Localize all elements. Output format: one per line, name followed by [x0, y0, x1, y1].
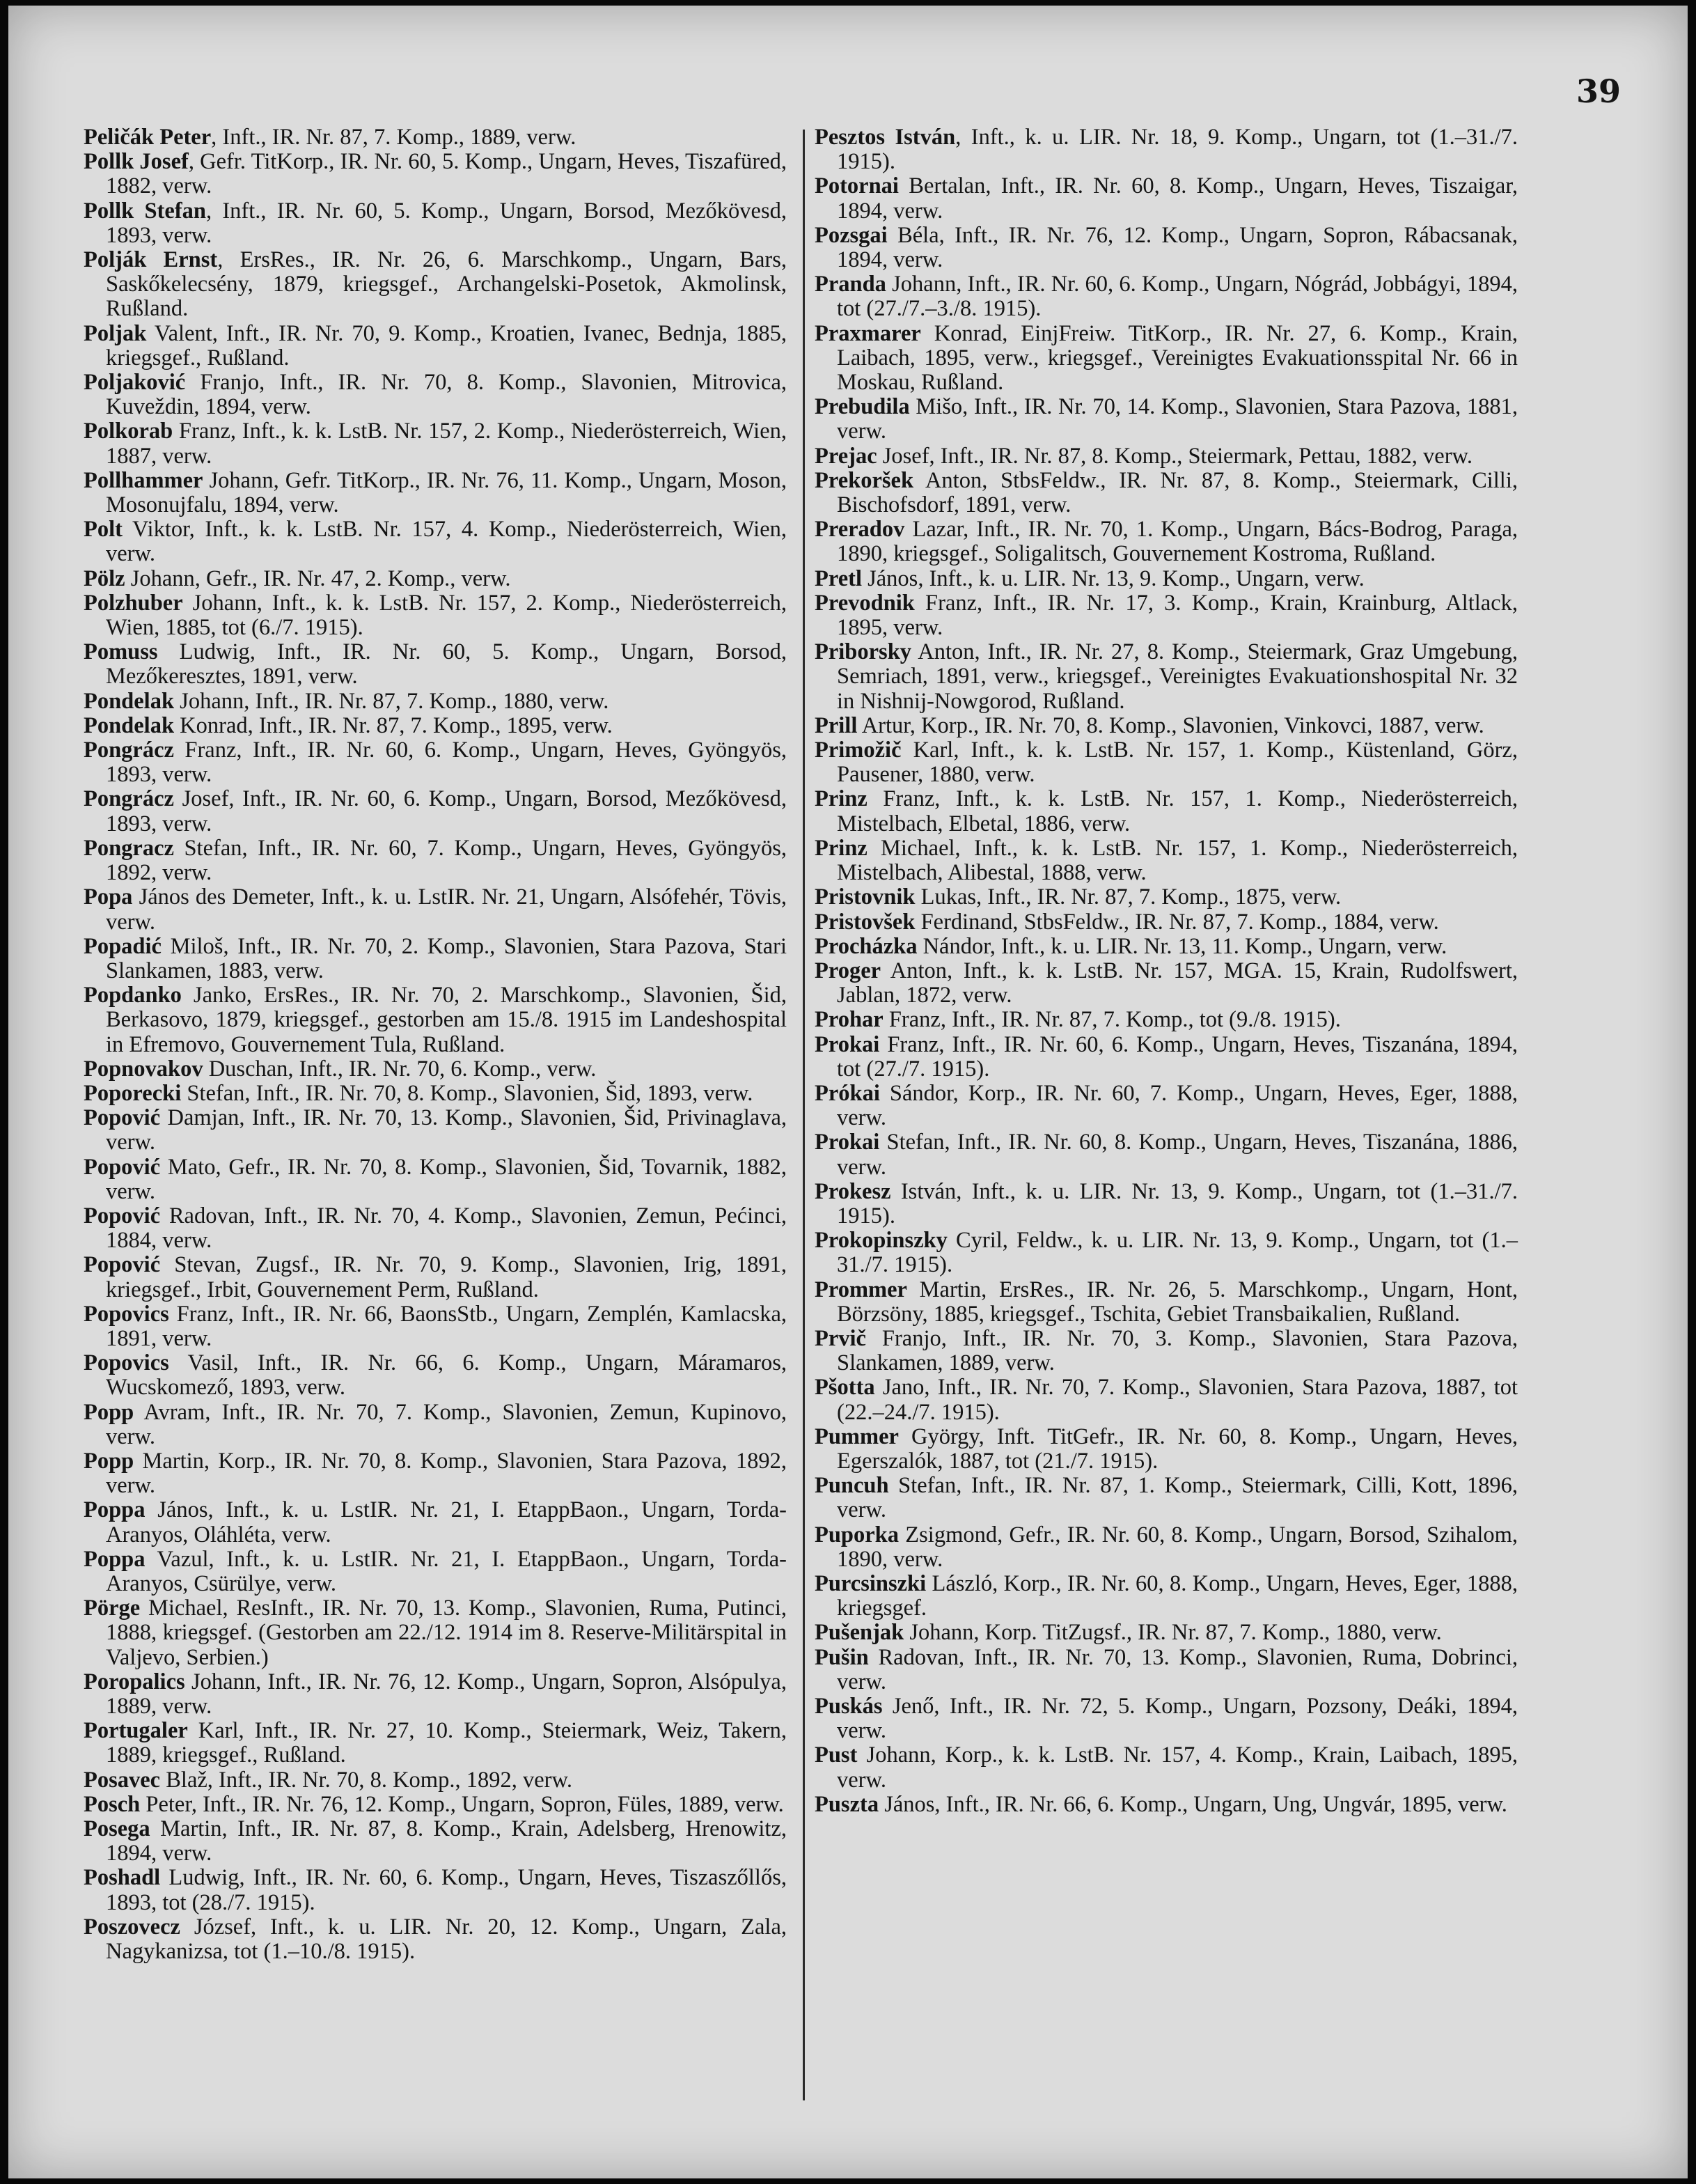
register-entry [815, 1793, 1518, 1817]
entry-surname: Pušenjak [815, 1620, 904, 1646]
entry-surname: Prokai [815, 1031, 880, 1057]
entry-surname: Poppa [84, 1497, 146, 1523]
register-entry [84, 1817, 787, 1866]
register-entry [815, 935, 1518, 959]
register-entry [84, 836, 787, 885]
entry-details: Duschan, Inft., IR. Nr. 70, 6. Komp., verw. [203, 1056, 597, 1082]
entry-details: Artur, Korp., IR. Nr. 70, 8. Komp., Slavonien, Vinkovci, 1887, verw. [857, 712, 1484, 738]
register-entry [815, 174, 1518, 223]
entry-details: Johann, Gefr. TitKorp., IR. Nr. 76, 11. Komp., Ungarn, Moson, Mosonujfalu, 1894, verw. [106, 467, 787, 518]
register-entry [84, 1670, 787, 1719]
entry-details: Franjo, Inft., IR. Nr. 70, 8. Komp., Slavonien, Mitrovica, Kuveždin, 1894, verw. [106, 370, 787, 420]
entry-surname: Priborsky [815, 639, 912, 665]
register-entry [84, 1082, 787, 1106]
register-entry [815, 1375, 1518, 1424]
register-entry [84, 640, 787, 689]
entry-details: Valent, Inft., IR. Nr. 70, 9. Komp., Kroatien, Ivanec, Bednja, 1885, kriegsgef., Rußland. [106, 320, 787, 370]
entry-surname: Pesztos István [815, 125, 956, 150]
register-entry [84, 935, 787, 983]
entry-surname: Purcsinszki [815, 1570, 927, 1596]
entry-surname: Popović [84, 1154, 161, 1180]
register-entry [84, 714, 787, 738]
register-entry [815, 444, 1518, 469]
entry-surname: Potornai [815, 173, 899, 199]
entry-details: Ferdinand, StbsFeldw., IR. Nr. 87, 7. Komp., 1884, verw. [915, 909, 1439, 935]
register-entry [815, 1523, 1518, 1572]
entry-surname: Pranda [815, 272, 886, 297]
entry-surname: Prill [815, 712, 858, 738]
entry-details: Zsigmond, Gefr., IR. Nr. 60, 8. Komp., Ungarn, Borsod, Szihalom, 1890, verw. [837, 1522, 1518, 1572]
entry-details: Franz, Inft., IR. Nr. 60, 6. Komp., Ungarn, Heves, Tiszanána, 1894, tot (27./7. 1915). [837, 1031, 1518, 1082]
entry-details: Martin, Korp., IR. Nr. 70, 8. Komp., Slavonien, Stara Pazova, 1892, verw. [106, 1448, 787, 1499]
entry-surname: Pörge [84, 1596, 141, 1621]
register-entry [815, 1425, 1518, 1474]
entry-surname: Poppa [84, 1546, 146, 1572]
entry-details: Johann, Gefr., IR. Nr. 47, 2. Komp., verw. [125, 566, 511, 591]
entry-surname: Pongrácz [84, 738, 174, 763]
left-column [84, 125, 787, 1964]
entry-surname: Puporka [815, 1522, 900, 1547]
register-entry [815, 1694, 1518, 1743]
register-entry [84, 1915, 787, 1964]
entry-surname: Prvič [815, 1325, 866, 1351]
entry-details: Radovan, Inft., IR. Nr. 70, 4. Komp., Slavonien, Zemun, Pećinci, 1884, verw. [106, 1203, 787, 1254]
entry-details: Stevan, Zugsf., IR. Nr. 70, 9. Komp., Slavonien, Irig, 1891, kriegsgef., Irbit, Gouvernement Perm, Rußland. [106, 1252, 787, 1302]
entry-details: Stefan, Inft., IR. Nr. 70, 8. Komp., Slavonien, Šid, 1893, verw. [181, 1080, 753, 1106]
register-entry [84, 1106, 787, 1155]
entry-surname: Popadić [84, 933, 162, 959]
register-entry [815, 1743, 1518, 1792]
entry-details: Janko, ErsRes., IR. Nr. 70, 2. Marschkomp., Slavonien, Šid, Berkasovo, 1879, kriegsgef., gestorben am 15./8. 1915 im Landeshospital in Efremovo, Gouvernement Tula, Rußland. [106, 983, 787, 1057]
entry-details: Martin, ErsRes., IR. Nr. 26, 5. Marschkomp., Ungarn, Hont, Börzsöny, 1885, kriegsgef., Tschita, Gebiet Transbaikalien, Rußland. [837, 1277, 1518, 1327]
entry-details: Miloš, Inft., IR. Nr. 70, 2. Komp., Slavonien, Stara Pazova, Stari Slankamen, 1883, verw. [106, 933, 787, 983]
entry-details: Avram, Inft., IR. Nr. 70, 7. Komp., Slavonien, Zemun, Kupinovo, verw. [106, 1399, 787, 1449]
entry-surname: Poszovecz [84, 1914, 180, 1940]
entry-surname: Pongrácz [84, 786, 174, 812]
register-entry [84, 125, 787, 150]
entry-surname: Poljaković [84, 370, 186, 396]
entry-surname: Popp [84, 1448, 134, 1474]
entry-details: Viktor, Inft., k. k. LstB. Nr. 157, 4. Komp., Niederösterreich, Wien, verw. [106, 517, 787, 567]
entry-surname: Prejac [815, 443, 877, 469]
entry-details: Peter, Inft., IR. Nr. 76, 12. Komp., Ungarn, Sopron, Füles, 1889, verw. [140, 1791, 784, 1817]
entry-details: János des Demeter, Inft., k. u. LstIR. Nr. 21, Ungarn, Alsófehér, Tövis, verw. [106, 884, 787, 935]
entry-surname: Popović [84, 1105, 161, 1131]
register-entry [84, 419, 787, 468]
entry-surname: Procházka [815, 933, 918, 959]
entry-details: Radovan, Inft., IR. Nr. 70, 13. Komp., Slavonien, Ruma, Dobrinci, verw. [837, 1644, 1518, 1694]
entry-details: Anton, Inft., k. k. LstB. Nr. 157, MGA. 15, Krain, Rudolfswert, Jablan, 1872, verw. [837, 958, 1518, 1008]
entry-surname: Popdanko [84, 983, 182, 1008]
entry-details: János, Inft., IR. Nr. 66, 6. Komp., Ungarn, Ung, Ungvár, 1895, verw. [879, 1791, 1507, 1817]
register-entry [815, 1327, 1518, 1375]
register-entry [84, 517, 787, 566]
register-entry [84, 1768, 787, 1793]
register-entry [84, 1793, 787, 1817]
entry-surname: Prinz [815, 786, 867, 812]
entry-surname: Popovics [84, 1350, 169, 1376]
register-entry [84, 1351, 787, 1400]
register-entry [815, 272, 1518, 321]
entry-surname: Pomuss [84, 639, 158, 665]
entry-surname: Posavec [84, 1767, 161, 1793]
entry-details: Johann, Korp. TitZugsf., IR. Nr. 87, 7. Komp., 1880, verw. [904, 1620, 1442, 1646]
entry-details: Johann, Inft., IR. Nr. 87, 7. Komp., 1880, verw. [174, 688, 609, 714]
entry-details: Ludwig, Inft., IR. Nr. 60, 6. Komp., Ungarn, Heves, Tiszaszőllős, 1893, tot (28./7. 1915). [106, 1865, 787, 1915]
entry-surname: Popnovakov [84, 1056, 203, 1082]
register-entry [84, 1719, 787, 1768]
entry-details: Blaž, Inft., IR. Nr. 70, 8. Komp., 1892, verw. [160, 1767, 572, 1793]
entry-details: Josef, Inft., IR. Nr. 87, 8. Komp., Steiermark, Pettau, 1882, verw. [877, 443, 1473, 469]
entry-surname: Prokai [815, 1130, 880, 1155]
entry-details: Sándor, Korp., IR. Nr. 60, 7. Komp., Ungarn, Heves, Eger, 1888, verw. [837, 1080, 1518, 1131]
entry-surname: Prevodnik [815, 590, 915, 616]
register-entry [84, 1866, 787, 1914]
entry-details: Cyril, Feldw., k. u. LIR. Nr. 13, 9. Komp., Ungarn, tot (1.–31./7. 1915). [837, 1228, 1518, 1278]
entry-details: Béla, Inft., IR. Nr. 76, 12. Komp., Ungarn, Sopron, Rábacsanak, 1894, verw. [837, 222, 1518, 273]
entry-surname: Pust [815, 1742, 858, 1768]
entry-surname: Puszta [815, 1791, 879, 1817]
entry-details: Franz, Inft., k. k. LstB. Nr. 157, 1. Komp., Niederösterreich, Mistelbach, Elbetal, 1886, verw. [837, 786, 1518, 836]
entry-surname: Pummer [815, 1424, 899, 1449]
entry-details: Franz, Inft., IR. Nr. 66, BaonsStb., Ungarn, Zemplén, Kamlacska, 1891, verw. [106, 1301, 787, 1351]
entry-details: Anton, StbsFeldw., IR. Nr. 87, 8. Komp., Steiermark, Cilli, Bischofsdorf, 1891, verw. [837, 467, 1518, 518]
register-entry [84, 983, 787, 1057]
entry-details: Franz, Inft., IR. Nr. 60, 6. Komp., Ungarn, Heves, Gyöngyös, 1893, verw. [106, 738, 787, 788]
entry-surname: Popa [84, 884, 133, 910]
register-entry [815, 1008, 1518, 1032]
register-entry [815, 1278, 1518, 1327]
register-entry [815, 1572, 1518, 1621]
entry-details: Josef, Inft., IR. Nr. 60, 6. Komp., Ungarn, Borsod, Mezőkövesd, 1893, verw. [106, 786, 787, 836]
entry-details: , Inft., IR. Nr. 87, 7. Komp., 1889, verw. [211, 125, 576, 150]
entry-surname: Puskás [815, 1694, 883, 1719]
register-entry [815, 640, 1518, 714]
register-entry [84, 689, 787, 714]
entry-surname: Polt [84, 517, 123, 543]
register-entry [815, 959, 1518, 1008]
register-entry [815, 1130, 1518, 1179]
register-entry [815, 469, 1518, 517]
entry-details: Anton, Inft., IR. Nr. 27, 8. Komp., Steiermark, Graz Umgebung, Semriach, 1891, verw., kriegsgef., Vereinigtes Evakuationshospital Nr. 32 in Nishnij-Nowgorod, Rußland. [837, 639, 1518, 714]
register-entry [815, 395, 1518, 444]
register-entry [84, 567, 787, 591]
entry-surname: Popović [84, 1252, 161, 1278]
register-entry [815, 1646, 1518, 1694]
entry-surname: Peličák Peter [84, 125, 212, 150]
register-entry [815, 787, 1518, 836]
entry-surname: Prommer [815, 1277, 907, 1302]
entry-details: Michael, ResInft., IR. Nr. 70, 13. Komp., Slavonien, Ruma, Putinci, 1888, kriegsgef. (Gestorben am 22./12. 1914 im 8. Reserve-Militärspital in Valjevo, Serbien.) [106, 1596, 787, 1670]
entry-details: Karl, Inft., k. k. LstB. Nr. 157, 1. Komp., Küstenland, Görz, Pausener, 1880, verw. [837, 738, 1518, 788]
entry-surname: Pozsgai [815, 222, 888, 248]
register-entry [84, 885, 787, 934]
entry-surname: Popovics [84, 1301, 169, 1327]
register-entry [84, 1302, 787, 1351]
entry-surname: Pondelak [84, 688, 175, 714]
register-entry [815, 1033, 1518, 1082]
entry-surname: Prinz [815, 835, 867, 861]
entry-surname: Posega [84, 1816, 150, 1842]
entry-details: Ludwig, Inft., IR. Nr. 60, 5. Komp., Ungarn, Borsod, Mezőkeresztes, 1891, verw. [106, 639, 787, 689]
right-column [815, 125, 1518, 1817]
entry-details: Franz, Inft., IR. Nr. 87, 7. Komp., tot (9./8. 1915). [883, 1007, 1341, 1033]
entry-surname: Pondelak [84, 712, 175, 738]
entry-surname: Prekoršek [815, 467, 914, 493]
entry-surname: Posch [84, 1791, 141, 1817]
entry-details: Vasil, Inft., IR. Nr. 66, 6. Komp., Ungarn, Máramaros, Wucskomező, 1893, verw. [106, 1350, 787, 1401]
entry-details: Lazar, Inft., IR. Nr. 70, 1. Komp., Ungarn, Bács-Bodrog, Paraga, 1890, kriegsgef., Soligalitsch, Gouvernement Kostroma, Rußland. [837, 517, 1518, 567]
entry-surname: Pollhammer [84, 467, 203, 493]
entry-surname: Poropalics [84, 1669, 185, 1694]
register-entry [84, 1204, 787, 1253]
register-entry [84, 1498, 787, 1547]
entry-details: Martin, Inft., IR. Nr. 87, 8. Komp., Krain, Adelsberg, Hrenowitz, 1894, verw. [106, 1816, 787, 1866]
entry-surname: Pretl [815, 566, 862, 591]
register-entry [815, 910, 1518, 935]
entry-surname: Pölz [84, 566, 125, 591]
register-entry [815, 1474, 1518, 1522]
register-entry [84, 1253, 787, 1302]
entry-surname: Poljak [84, 320, 147, 346]
entry-surname: Poporecki [84, 1080, 182, 1106]
page-number: 39 [1576, 72, 1621, 110]
column-divider [803, 130, 805, 2100]
register-entry [815, 1180, 1518, 1228]
entry-surname: Prókai [815, 1080, 880, 1106]
entry-surname: Praxmarer [815, 320, 921, 346]
entry-details: Damjan, Inft., IR. Nr. 70, 13. Komp., Slavonien, Šid, Privinaglava, verw. [106, 1105, 787, 1155]
entry-details: Michael, Inft., k. k. LstB. Nr. 157, 1. Komp., Niederösterreich, Mistelbach, Alibestal, 1888, verw. [837, 835, 1518, 886]
register-entry [815, 1228, 1518, 1277]
entry-details: Karl, Inft., IR. Nr. 27, 10. Komp., Steiermark, Weiz, Takern, 1889, kriegsgef., Rußland. [106, 1718, 787, 1768]
register-entry [84, 248, 787, 322]
register-entry [84, 322, 787, 370]
register-entry [815, 224, 1518, 272]
register-entry [84, 1401, 787, 1449]
entry-details: , Gefr. TitKorp., IR. Nr. 60, 5. Komp., Ungarn, Heves, Tiszafüred, 1882, verw. [106, 149, 787, 199]
entry-details: József, Inft., k. u. LIR. Nr. 20, 12. Komp., Ungarn, Zala, Nagykanizsa, tot (1.–10./8. 1915). [106, 1914, 787, 1965]
entry-details: Vazul, Inft., k. u. LstIR. Nr. 21, I. EtappBaon., Ungarn, Torda-Aranyos, Csürülye, verw. [106, 1546, 787, 1596]
entry-details: Franz, Inft., IR. Nr. 17, 3. Komp., Krain, Krainburg, Altlack, 1895, verw. [837, 590, 1518, 641]
entry-details: , Inft., IR. Nr. 60, 5. Komp., Ungarn, Borsod, Mezőkövesd, 1893, verw. [106, 198, 787, 248]
entry-surname: Puncuh [815, 1473, 889, 1499]
entry-surname: Polják Ernst [84, 247, 218, 273]
entry-surname: Prebudila [815, 394, 910, 420]
entry-surname: Prohar [815, 1007, 884, 1033]
entry-details: János, Inft., k. u. LIR. Nr. 13, 9. Komp., Ungarn, verw. [861, 566, 1365, 591]
register-entry [815, 714, 1518, 738]
entry-surname: Preradov [815, 517, 905, 543]
entry-surname: Pristovšek [815, 909, 916, 935]
register-entry [815, 517, 1518, 566]
register-entry [84, 787, 787, 836]
register-entry [84, 370, 787, 419]
entry-surname: Prokopinszky [815, 1228, 948, 1254]
register-entry [84, 469, 787, 517]
entry-surname: Polzhuber [84, 590, 183, 616]
register-entry [815, 1082, 1518, 1130]
register-entry [84, 199, 787, 248]
entry-details: László, Korp., IR. Nr. 60, 8. Komp., Ungarn, Heves, Eger, 1888, kriegsgef. [837, 1570, 1518, 1621]
entry-details: Franz, Inft., k. k. LstB. Nr. 157, 2. Komp., Niederösterreich, Wien, 1887, verw. [106, 419, 787, 469]
entry-details: , Inft., k. u. LIR. Nr. 18, 9. Komp., Ungarn, tot (1.–31./7. 1915). [837, 125, 1518, 175]
entry-details: Johann, Inft., k. k. LstB. Nr. 157, 2. Komp., Niederösterreich, Wien, 1885, tot (6./7. 1915). [106, 590, 787, 641]
entry-details: Johann, Korp., k. k. LstB. Nr. 157, 4. Komp., Krain, Laibach, 1895, verw. [837, 1742, 1518, 1793]
entry-surname: Popp [84, 1399, 134, 1425]
register-entry [815, 322, 1518, 396]
entry-details: Stefan, Inft., IR. Nr. 60, 7. Komp., Ungarn, Heves, Gyöngyös, 1892, verw. [106, 835, 787, 886]
register-entry [815, 125, 1518, 174]
register-entry [84, 1057, 787, 1082]
register-entry [84, 738, 787, 787]
entry-surname: Portugaler [84, 1718, 188, 1744]
entry-details: György, Inft. TitGefr., IR. Nr. 60, 8. Komp., Ungarn, Heves, Egerszalók, 1887, tot (21./7. 1915). [837, 1424, 1518, 1474]
register-entry [815, 738, 1518, 787]
entry-surname: Poshadl [84, 1865, 161, 1891]
register-entry [84, 1155, 787, 1204]
entry-details: Nándor, Inft., k. u. LIR. Nr. 13, 11. Komp., Ungarn, verw. [917, 933, 1447, 959]
register-entry [815, 567, 1518, 591]
entry-details: Johann, Inft., IR. Nr. 60, 6. Komp., Ungarn, Nógrád, Jobbágyi, 1894, tot (27./7.–3./8. 1915). [837, 272, 1518, 322]
register-entry [84, 1449, 787, 1498]
register-entry [84, 150, 787, 198]
entry-surname: Proger [815, 958, 881, 983]
entry-details: Konrad, EinjFreiw. TitKorp., IR. Nr. 27, 6. Komp., Krain, Laibach, 1895, verw., kriegsgef., Vereinigtes Evakuationsspital Nr. 66 in Moskau, Rußland. [837, 320, 1518, 396]
entry-surname: Pongracz [84, 835, 174, 861]
entry-details: Mato, Gefr., IR. Nr. 70, 8. Komp., Slavonien, Šid, Tovarnik, 1882, verw. [106, 1154, 787, 1204]
register-entry [815, 885, 1518, 910]
entry-surname: Pristovnik [815, 884, 916, 910]
register-entry [815, 1621, 1518, 1645]
register-entry [84, 1547, 787, 1596]
entry-details: Lukas, Inft., IR. Nr. 87, 7. Komp., 1875, verw. [915, 884, 1342, 910]
entry-details: Stefan, Inft., IR. Nr. 60, 8. Komp., Ungarn, Heves, Tiszanána, 1886, verw. [837, 1130, 1518, 1180]
entry-surname: Pollk Josef [84, 149, 189, 175]
entry-details: István, Inft., k. u. LIR. Nr. 13, 9. Komp., Ungarn, tot (1.–31./7. 1915). [837, 1178, 1518, 1228]
entry-details: Stefan, Inft., IR. Nr. 87, 1. Komp., Steiermark, Cilli, Kott, 1896, verw. [837, 1473, 1518, 1523]
entry-details: János, Inft., k. u. LstIR. Nr. 21, I. EtappBaon., Ungarn, Torda-Aranyos, Oláhléta, verw. [106, 1497, 787, 1547]
entry-details: Mišo, Inft., IR. Nr. 70, 14. Komp., Slavonien, Stara Pazova, 1881, verw. [837, 394, 1518, 444]
entry-surname: Popović [84, 1203, 161, 1228]
entry-details: Bertalan, Inft., IR. Nr. 60, 8. Komp., Ungarn, Heves, Tiszaigar, 1894, verw. [837, 173, 1518, 224]
register-entry [815, 591, 1518, 640]
scanned-page [8, 6, 1688, 2178]
entry-surname: Pušin [815, 1644, 869, 1670]
entry-surname: Polkorab [84, 419, 173, 444]
entry-surname: Primožič [815, 738, 902, 763]
register-entry [84, 591, 787, 640]
entry-details: , ErsRes., IR. Nr. 26, 6. Marschkomp., Ungarn, Bars, Saskőkelecsény, 1879, kriegsgef., Archangelski-Posetok, Akmolinsk, Rußland. [106, 247, 787, 322]
entry-surname: Prokesz [815, 1178, 891, 1204]
entry-surname: Pšotta [815, 1375, 875, 1401]
entry-details: Franjo, Inft., IR. Nr. 70, 3. Komp., Slavonien, Stara Pazova, Slankamen, 1889, verw. [837, 1325, 1518, 1376]
register-entry [84, 1596, 787, 1670]
entry-details: Jenő, Inft., IR. Nr. 72, 5. Komp., Ungarn, Pozsony, Deáki, 1894, verw. [837, 1694, 1518, 1744]
register-entry [815, 836, 1518, 885]
entry-details: Johann, Inft., IR. Nr. 76, 12. Komp., Ungarn, Sopron, Alsópulya, 1889, verw. [106, 1669, 787, 1719]
entry-surname: Pollk Stefan [84, 198, 206, 224]
entry-details: Konrad, Inft., IR. Nr. 87, 7. Komp., 1895, verw. [174, 712, 613, 738]
entry-details: Jano, Inft., IR. Nr. 70, 7. Komp., Slavonien, Stara Pazova, 1887, tot (22.–24./7. 1915). [837, 1375, 1518, 1425]
